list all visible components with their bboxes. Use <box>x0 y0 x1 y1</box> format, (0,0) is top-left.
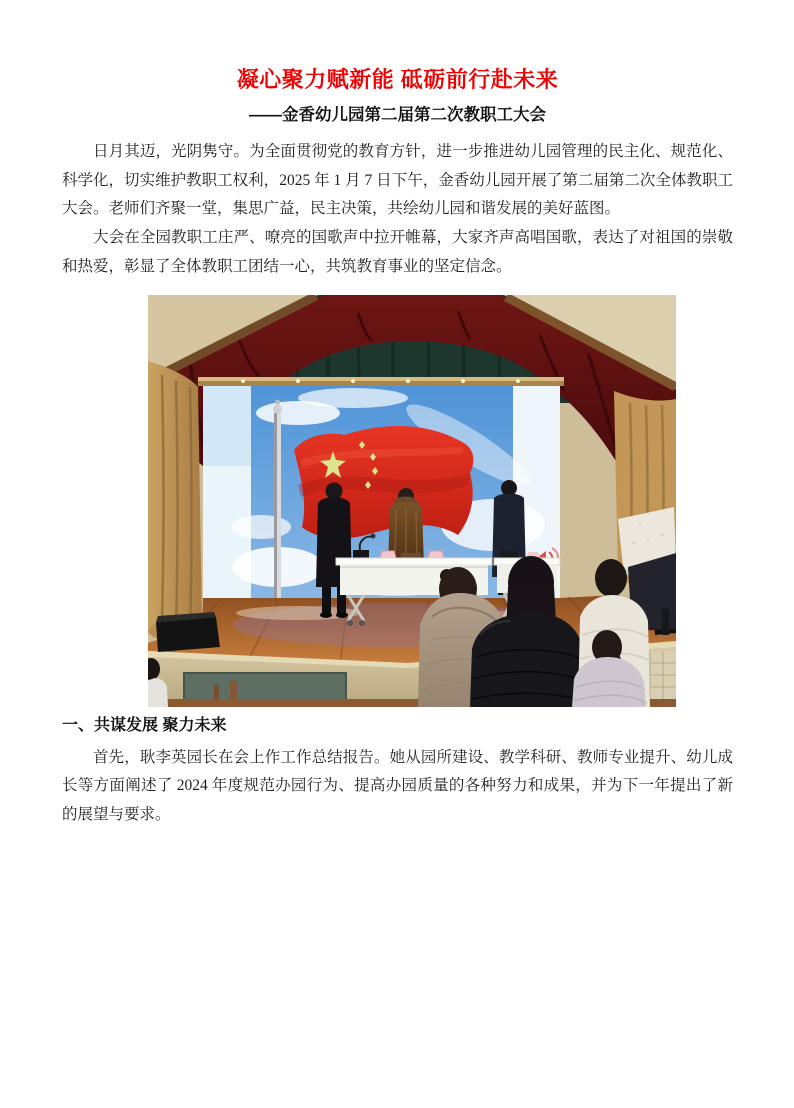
screen-top-strip <box>198 377 564 386</box>
flagpole <box>273 399 282 598</box>
paragraph-intro: 日月其迈，光阴隽守。为全面贯彻党的教育方针，进一步推进幼儿园管理的民主化、规范化、科学化，切实维护教职工权利，2025 年 1 月 7 日下午，金香幼儿园开展了第二届第二次全体教职工大会。老师们齐聚一堂，集思广益，民主决策，共绘幼儿园和谐发展的美好蓝图。 <box>62 143 733 218</box>
side-curtain-left <box>148 361 203 642</box>
article-subtitle: ——金香幼儿园第二届第二次教职工大会 <box>249 106 546 124</box>
meeting-photo <box>148 295 676 707</box>
paragraph-anthem: 大会在全园教职工庄严、嘹亮的国歌声中拉开帷幕，大家齐声高唱国歌，表达了对祖国的崇敬和热爱，彰显了全体教职工团结一心，共筑教育事业的坚定信念。 <box>62 229 733 275</box>
paragraph-report: 首先，耿李英园长在会上作工作总结报告。她从园所建设、教学科研、教师专业提升、幼儿成长等方面阐述了 2024 年度规范办园行为、提高办园质量的各种努力和成果，并为下一年提出了新的展望与要求。 <box>62 748 733 823</box>
article-title: 凝心聚力赋新能 砥砺前行赴未来 <box>236 67 559 92</box>
section-heading: 一、共谋发展 聚力未来 <box>62 716 227 734</box>
meeting-photo-illustration <box>148 295 676 707</box>
speaker-left <box>156 612 220 652</box>
